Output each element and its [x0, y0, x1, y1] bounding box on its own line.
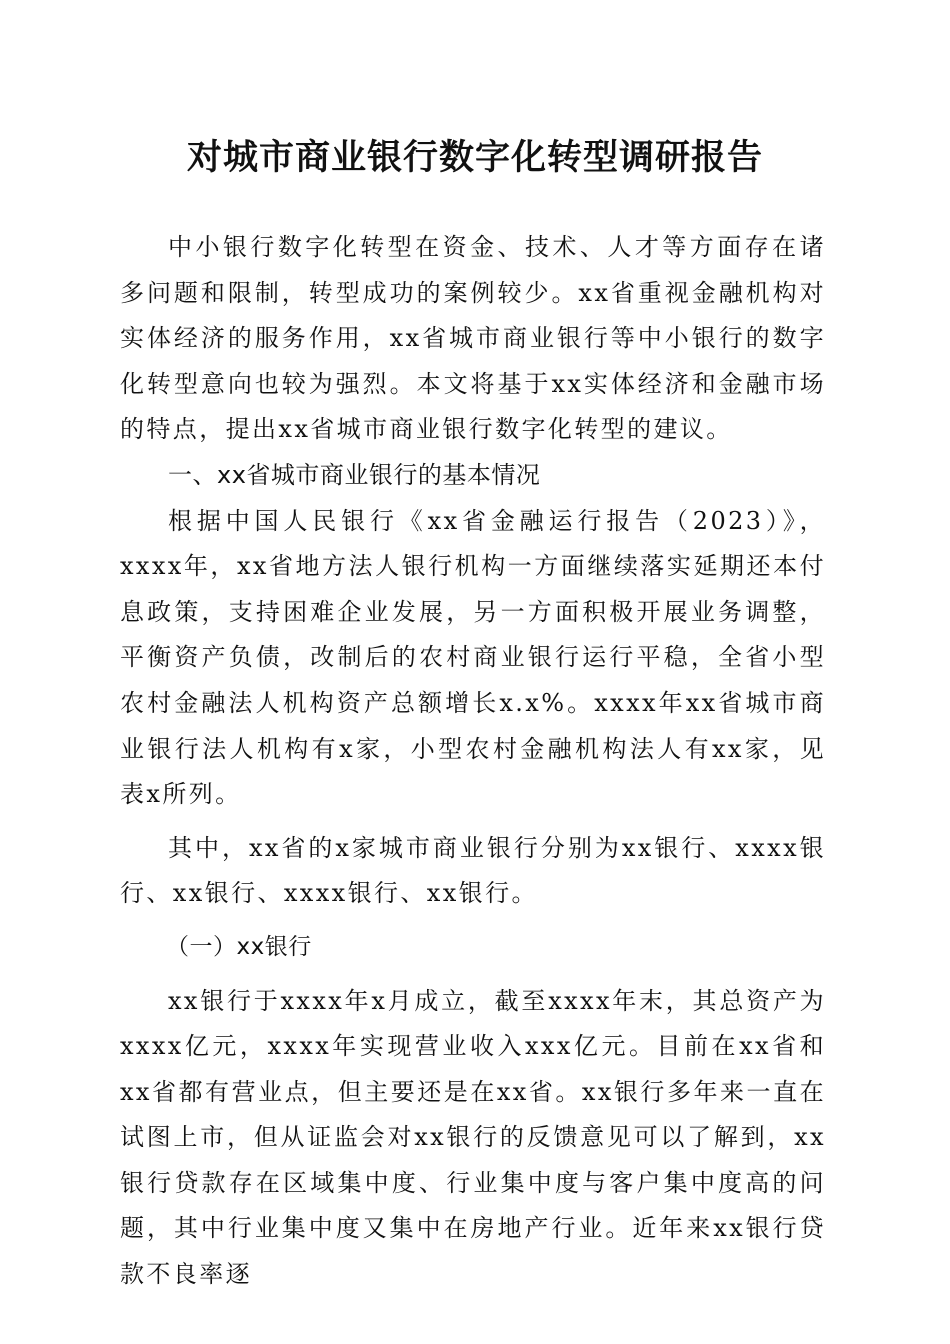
- document-body: [120, 225, 826, 1298]
- body-paragraph: 根据中国人民银行《xx省金融运行报告（2023）》，xxxx年，xx省地方法人银行机构一方面继续落实延期还本付息政策，支持困难企业发展，另一方面积极开展业务调整，平衡资产负债，改制后的农村商业银行运行平稳，全省小型农村金融法人机构资产总额增长x.x%。xxxx年xx省城市商业银行法人机构有x家，小型农村金融机构法人有xx家，见表x所列。: [120, 506, 826, 809]
- subsection-heading: （一）xx银行: [166, 933, 312, 960]
- body-paragraph: 其中，xx省的x家城市商业银行分别为xx银行、xxxx银行、xx银行、xxxx银行、xx银行。: [120, 833, 826, 908]
- document-title: 对城市商业银行数字化转型调研报告: [186, 137, 763, 178]
- intro-paragraph: 中小银行数字化转型在资金、技术、人才等方面存在诸多问题和限制，转型成功的案例较少。xx省重视金融机构对实体经济的服务作用，xx省城市商业银行等中小银行的数字化转型意向也较为强烈。本文将基于xx实体经济和金融市场的特点，提出xx省城市商业银行数字化转型的建议。: [120, 233, 826, 444]
- body-paragraph: xx银行于xxxx年x月成立，截至xxxx年末，其总资产为xxxx亿元，xxxx年实现营业收入xxx亿元。目前在xx省和xx省都有营业点，但主要还是在xx省。xx银行多年来一直在试图上市，但从证监会对xx银行的反馈意见可以了解到，xx银行贷款存在区域集中度、行业集中度与客户集中度高的问题，其中行业集中度又集中在房地产行业。近年来xx银行贷款不良率逐: [120, 986, 826, 1289]
- section-heading: 一、xx省城市商业银行的基本情况: [168, 460, 541, 489]
